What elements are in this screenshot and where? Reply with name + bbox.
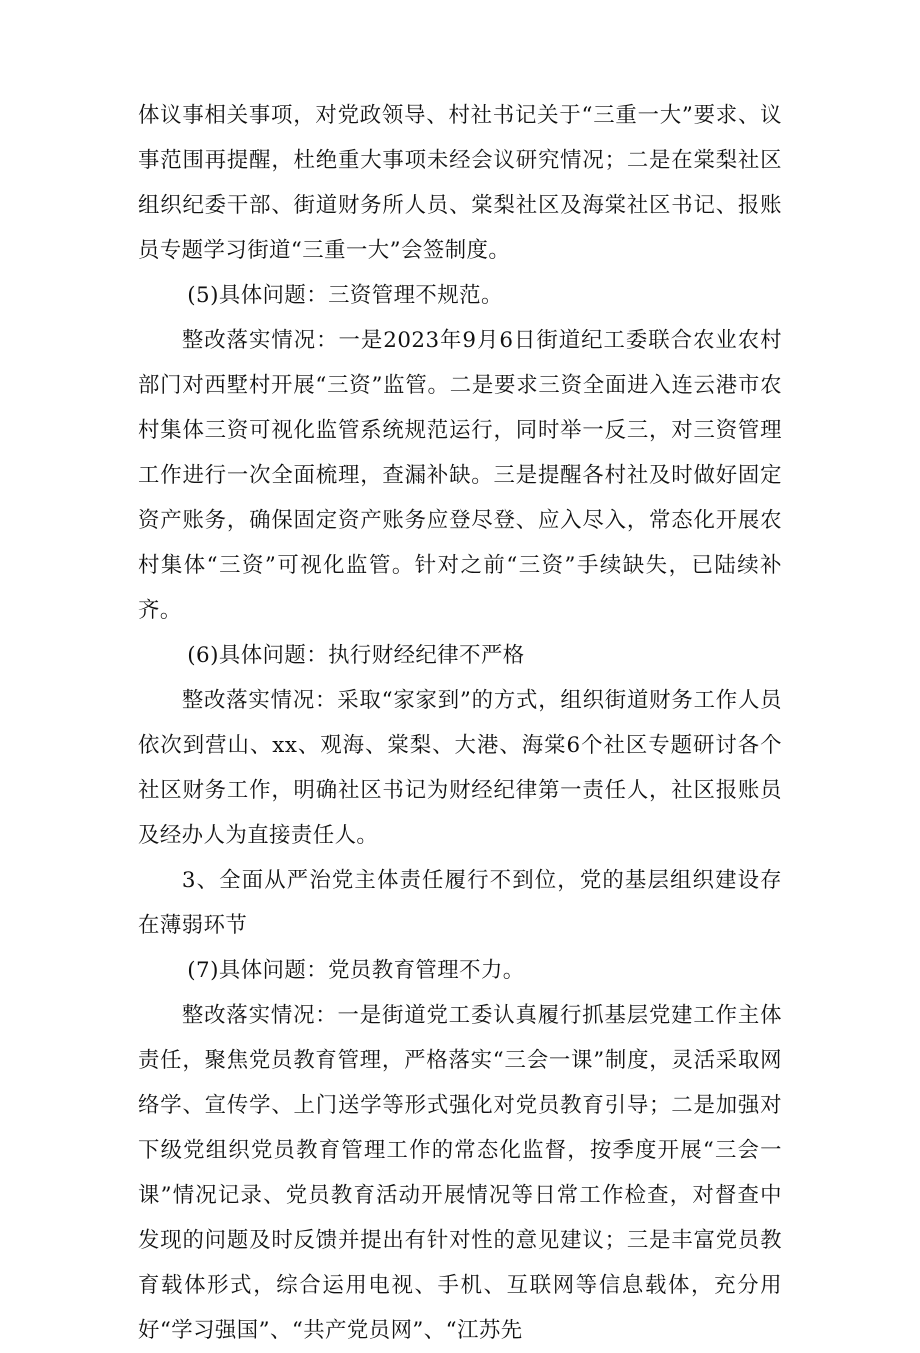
rectification-paragraph-6: 整改落实情况：采取“家家到”的方式，组织街道财务工作人员依次到营山、xx、观海、棠梨、大港、海棠6个社区专题研讨各个社区财务工作，明确社区书记为财经纪律第一责任人，社区报账员及经办人为直接责任人。 xyxy=(138,688,782,848)
issue-heading-6: (6)具体问题：执行财经纪律不严格 xyxy=(187,643,525,668)
section-heading-3: 3、全面从严治党主体责任履行不到位，党的基层组织建设存在薄弱环节 xyxy=(138,868,782,938)
issue-heading-5: (5)具体问题：三资管理不规范。 xyxy=(187,283,503,308)
rectification-paragraph-5: 整改落实情况：一是2023年9月6日街道纪工委联合农业农村部门对西墅村开展“三资”监管。二是要求三资全面进入连云港市农村集体三资可视化监管系统规范运行，同时举一反三，对三资管理工作进行一次全面梳理，查漏补缺。三是提醒各村社及时做好固定资产账务，确保固定资产账务应登尽登、应入尽入，常态化开展农村集体“三资”可视化监管。针对之前“三资”手续缺失，已陆续补齐。 xyxy=(138,328,782,623)
rectification-paragraph-7: 整改落实情况：一是街道党工委认真履行抓基层党建工作主体责任，聚焦党员教育管理，严格落实“三会一课”制度，灵活采取网络学、宣传学、上门送学等形式强化对党员教育引导；二是加强对下级党组织党员教育管理工作的常态化监督，按季度开展“三会一课”情况记录、党员教育活动开展情况等日常工作检查，对督查中发现的问题及时反馈并提出有针对性的意见建议；三是丰富党员教育载体形式，综合运用电视、手机、互联网等信息载体，充分用好“学习强国”、“共产党员网”、“江苏先 xyxy=(138,1003,782,1343)
issue-heading-7: (7)具体问题：党员教育管理不力。 xyxy=(187,958,525,983)
paragraph-continuation: 体议事相关事项，对党政领导、村社书记关于“三重一大”要求、议事范围再提醒，杜绝重大事项未经会议研究情况；二是在棠梨社区组织纪委干部、街道财务所人员、棠梨社区及海棠社区书记、报账员专题学习街道“三重一大”会签制度。 xyxy=(138,103,782,263)
document-page xyxy=(138,93,782,1353)
